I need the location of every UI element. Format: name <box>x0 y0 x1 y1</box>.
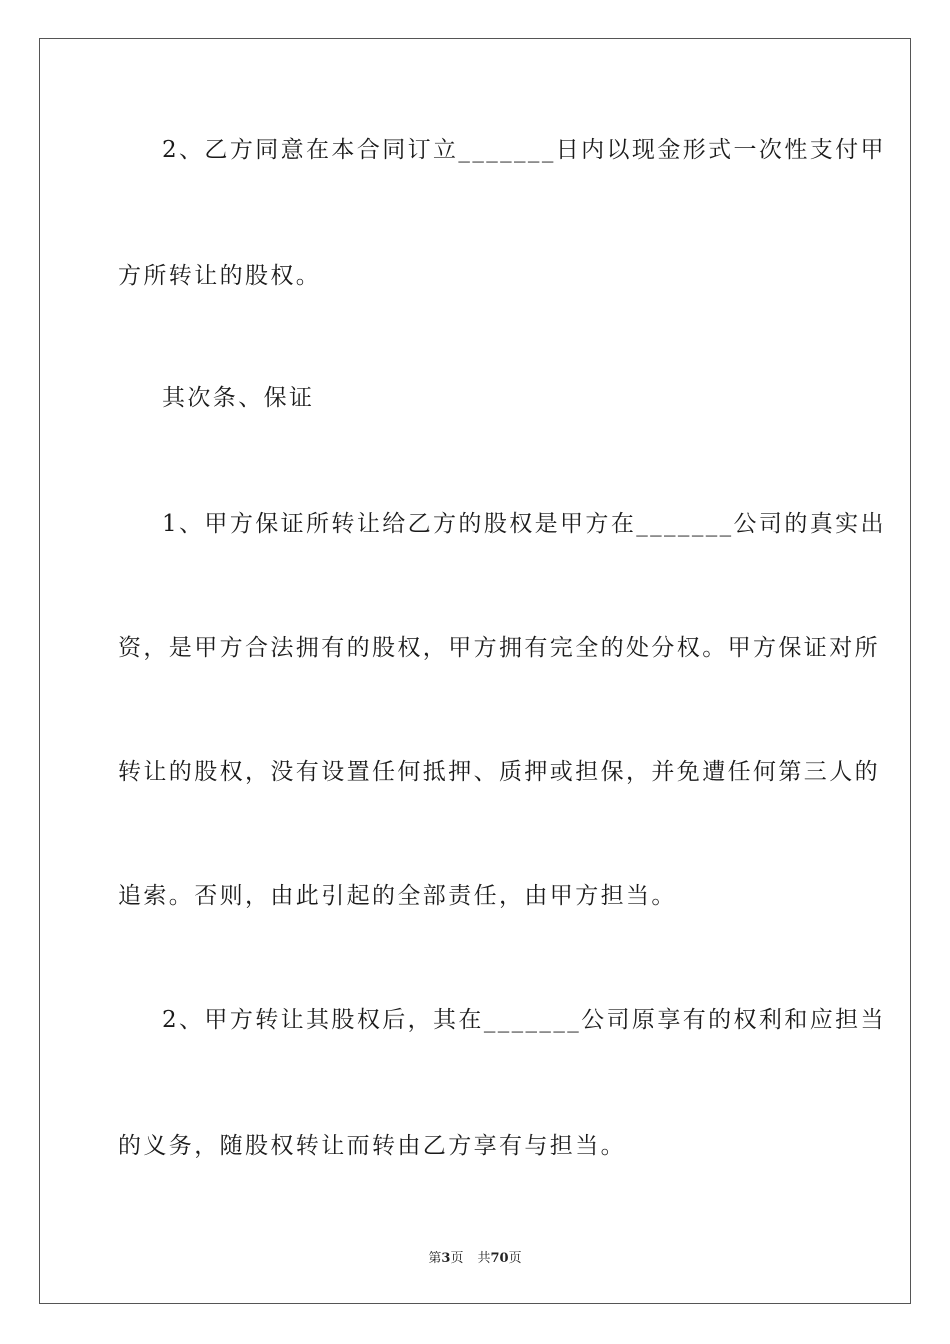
footer-total-pages: 70 <box>490 1251 509 1266</box>
footer-total-prefix: 共 <box>477 1251 491 1266</box>
paragraph-line-7: 2、甲方转让其股权后，其在_______公司原享有的权利和应担当 <box>162 1007 886 1033</box>
paragraph-line-2: 方所转让的股权。 <box>118 263 322 289</box>
paragraph-line-3: 1、甲方保证所转让给乙方的股权是甲方在_______公司的真实出 <box>162 511 886 537</box>
section-heading: 其次条、保证 <box>162 385 315 411</box>
paragraph-line-5: 转让的股权，没有设置任何抵押、质押或担保，并免遭任何第三人的 <box>118 759 880 785</box>
paragraph-line-6: 追索。否则，由此引起的全部责任，由甲方担当。 <box>118 883 677 909</box>
page-border <box>39 38 911 1304</box>
page-footer <box>0 1247 950 1266</box>
footer-page-suffix: 页 <box>450 1251 464 1266</box>
footer-page-prefix: 第 <box>428 1251 442 1266</box>
paragraph-line-1: 2、乙方同意在本合同订立_______日内以现金形式一次性支付甲 <box>162 137 886 163</box>
paragraph-line-4: 资，是甲方合法拥有的股权，甲方拥有完全的处分权。甲方保证对所 <box>118 635 880 661</box>
paragraph-line-8: 的义务，随股权转让而转由乙方享有与担当。 <box>118 1133 626 1159</box>
footer-page-number: 3 <box>441 1251 451 1266</box>
footer-total-suffix: 页 <box>508 1251 522 1266</box>
